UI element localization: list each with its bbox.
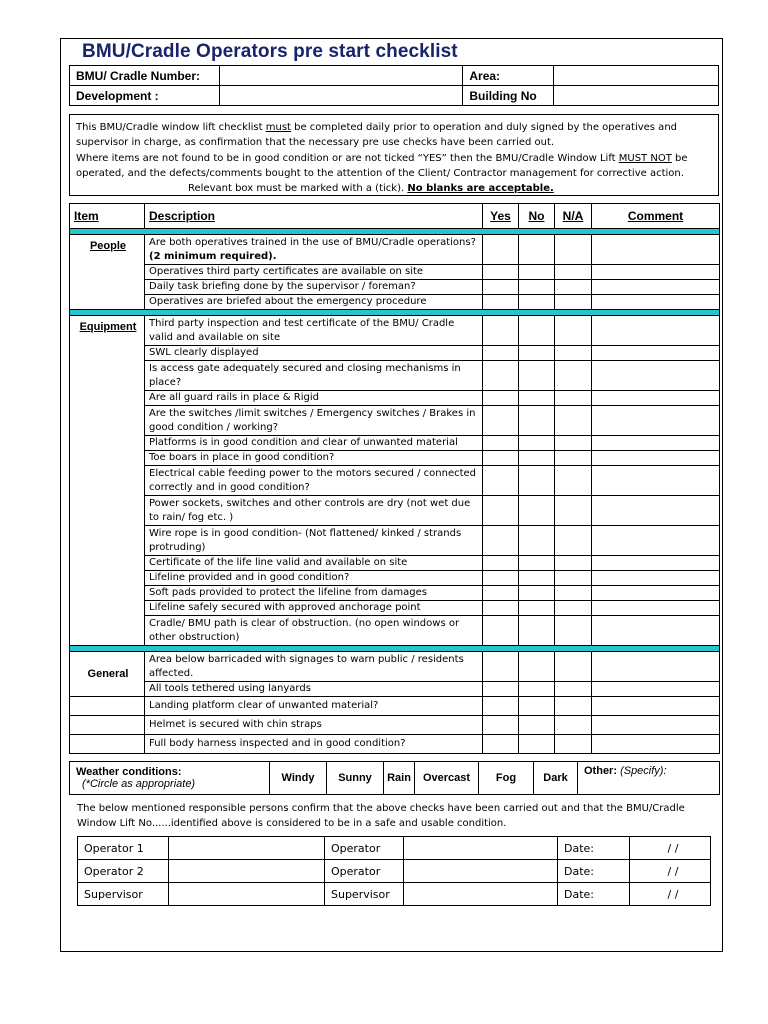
checklist-page — [60, 38, 723, 952]
comment-cell[interactable] — [592, 235, 720, 265]
yes-cell[interactable] — [483, 235, 519, 265]
development-label: Development : — [70, 86, 220, 106]
signoff-date-field[interactable]: / / — [630, 837, 711, 860]
signoff-signature-field[interactable] — [169, 860, 325, 883]
yes-cell[interactable] — [483, 601, 519, 616]
building-field[interactable] — [554, 86, 719, 106]
intro-emphasis: No blanks are acceptable. — [407, 183, 554, 194]
item-description: Is access gate adequately secured and closing mechanisms in place? — [145, 361, 483, 391]
no-cell[interactable] — [519, 235, 555, 265]
yes-cell[interactable] — [483, 466, 519, 496]
col-description: Description — [145, 204, 483, 229]
intro-text: be completed daily prior to operation and duly signed by the operatives and supervisor in charge, as confirmation that the necessary pre use checks have been carried out. — [76, 122, 677, 148]
table-row — [70, 265, 720, 280]
item-description: Helmet is secured with chin straps — [145, 716, 483, 735]
na-cell[interactable] — [555, 451, 592, 466]
col-yes: Yes — [483, 204, 519, 229]
signoff-role: Operator 2 — [78, 860, 169, 883]
section-label-people: People — [70, 235, 145, 310]
col-item: Item — [70, 204, 145, 229]
no-cell[interactable] — [519, 346, 555, 361]
header-table — [69, 65, 719, 106]
table-row — [70, 652, 720, 682]
signoff-name-field[interactable] — [404, 860, 558, 883]
item-description: Area below barricaded with signages to warn public / residents affected. — [145, 652, 483, 682]
table-row — [70, 526, 720, 556]
weather-option-rain[interactable]: Rain — [384, 762, 415, 795]
yes-cell[interactable] — [483, 496, 519, 526]
table-row — [70, 361, 720, 391]
weather-other-hint: (Specify): — [620, 765, 667, 777]
table-row — [70, 556, 720, 571]
yes-cell[interactable] — [483, 265, 519, 280]
building-label: Building No — [463, 86, 554, 106]
weather-option-sunny[interactable]: Sunny — [327, 762, 384, 795]
no-cell[interactable] — [519, 735, 555, 754]
checklist-table — [69, 203, 720, 754]
item-description: Soft pads provided to protect the lifeline from damages — [145, 586, 483, 601]
item-description: Lifeline safely secured with approved anchorage point — [145, 601, 483, 616]
no-cell[interactable] — [519, 556, 555, 571]
comment-cell[interactable] — [592, 316, 720, 346]
item-description: Electrical cable feeding power to the motors secured / connected correctly and in good condition? — [145, 466, 483, 496]
no-cell[interactable] — [519, 451, 555, 466]
item-description: Power sockets, switches and other controls are dry (not wet due to rain/ fog etc. ) — [145, 496, 483, 526]
comment-cell[interactable] — [592, 346, 720, 361]
na-cell[interactable] — [555, 716, 592, 735]
na-cell[interactable] — [555, 316, 592, 346]
na-cell[interactable] — [555, 436, 592, 451]
na-cell[interactable] — [555, 406, 592, 436]
na-cell[interactable] — [555, 556, 592, 571]
comment-cell[interactable] — [592, 586, 720, 601]
na-cell[interactable] — [555, 601, 592, 616]
comment-cell[interactable] — [592, 406, 720, 436]
table-row — [70, 406, 720, 436]
na-cell[interactable] — [555, 280, 592, 295]
instructions-paragraph-1 — [76, 120, 712, 150]
comment-cell[interactable] — [592, 466, 720, 496]
item-description: Are all guard rails in place & Rigid — [145, 391, 483, 406]
na-cell[interactable] — [555, 361, 592, 391]
intro-text: be operated, and the defects/comments bought to the attention of the Client/ Contractor management for corrective action. — [76, 153, 688, 179]
table-row — [70, 586, 720, 601]
yes-cell[interactable] — [483, 280, 519, 295]
no-cell[interactable] — [519, 697, 555, 716]
table-row — [70, 697, 720, 716]
no-cell[interactable] — [519, 526, 555, 556]
yes-cell[interactable] — [483, 652, 519, 682]
yes-cell[interactable] — [483, 586, 519, 601]
area-field[interactable] — [554, 66, 719, 86]
no-cell[interactable] — [519, 496, 555, 526]
table-row — [70, 391, 720, 406]
yes-cell[interactable] — [483, 616, 519, 646]
item-description: Platforms is in good condition and clear of unwanted material — [145, 436, 483, 451]
item-description: SWL clearly displayed — [145, 346, 483, 361]
no-cell[interactable] — [519, 406, 555, 436]
no-cell[interactable] — [519, 466, 555, 496]
weather-option-overcast[interactable]: Overcast — [415, 762, 479, 795]
weather-option-windy[interactable]: Windy — [270, 762, 327, 795]
comment-cell[interactable] — [592, 682, 720, 697]
na-cell[interactable] — [555, 466, 592, 496]
item-description: Certificate of the life line valid and available on site — [145, 556, 483, 571]
item-spacer — [70, 716, 145, 735]
item-description: Operatives third party certificates are available on site — [145, 265, 483, 280]
yes-cell[interactable] — [483, 406, 519, 436]
yes-cell[interactable] — [483, 346, 519, 361]
yes-cell[interactable] — [483, 526, 519, 556]
yes-cell[interactable] — [483, 295, 519, 310]
na-cell[interactable] — [555, 571, 592, 586]
signoff-role: Operator 1 — [78, 837, 169, 860]
weather-other-label: Other: — [584, 765, 617, 777]
weather-table — [69, 761, 720, 795]
area-label: Area: — [463, 66, 554, 86]
no-cell[interactable] — [519, 280, 555, 295]
weather-label: Weather conditions: — [76, 766, 182, 778]
signoff-date-label: Date: — [558, 883, 630, 906]
intro-text: Relevant box must be marked with a (tick). — [188, 183, 408, 194]
col-na: N/A — [555, 204, 592, 229]
comment-cell[interactable] — [592, 280, 720, 295]
item-description: Are the switches /limit switches / Emergency switches / Brakes in good condition / working? — [145, 406, 483, 436]
comment-cell[interactable] — [592, 735, 720, 754]
item-description: Operatives are briefed about the emergency procedure — [145, 295, 483, 310]
item-description: Landing platform clear of unwanted material? — [145, 697, 483, 716]
comment-cell[interactable] — [592, 496, 720, 526]
no-cell[interactable] — [519, 586, 555, 601]
bmu-number-field[interactable] — [219, 66, 463, 86]
section-label-equipment: Equipment — [70, 316, 145, 646]
table-row — [70, 280, 720, 295]
na-cell[interactable] — [555, 735, 592, 754]
signoff-date-field[interactable]: / / — [630, 860, 711, 883]
no-cell[interactable] — [519, 391, 555, 406]
signoff-mid-label: Supervisor — [325, 883, 404, 906]
signoff-date-label: Date: — [558, 860, 630, 883]
na-cell[interactable] — [555, 265, 592, 280]
col-comment: Comment — [592, 204, 720, 229]
no-cell[interactable] — [519, 436, 555, 451]
yes-cell[interactable] — [483, 697, 519, 716]
comment-cell[interactable] — [592, 697, 720, 716]
na-cell[interactable] — [555, 346, 592, 361]
instructions-paragraph-2 — [76, 151, 712, 196]
signoff-date-field[interactable]: / / — [630, 883, 711, 906]
item-spacer — [70, 735, 145, 754]
weather-option-dark[interactable]: Dark — [534, 762, 578, 795]
signoff-date-label: Date: — [558, 837, 630, 860]
table-row — [70, 466, 720, 496]
no-cell[interactable] — [519, 316, 555, 346]
item-description: Third party inspection and test certificate of the BMU/ Cradle valid and available on site — [145, 316, 483, 346]
table-row — [70, 571, 720, 586]
table-row — [70, 451, 720, 466]
signoff-name-field[interactable] — [404, 883, 558, 906]
signoff-signature-field[interactable] — [169, 883, 325, 906]
yes-cell[interactable] — [483, 571, 519, 586]
item-text: Are both operatives trained in the use of BMU/Cradle operations? — [149, 236, 476, 248]
item-description: Wire rope is in good condition- (Not flattened/ kinked / strands protruding) — [145, 526, 483, 556]
comment-cell[interactable] — [592, 526, 720, 556]
no-cell[interactable] — [519, 571, 555, 586]
yes-cell[interactable] — [483, 735, 519, 754]
weather-option-fog[interactable]: Fog — [479, 762, 534, 795]
no-cell[interactable] — [519, 652, 555, 682]
no-cell[interactable] — [519, 601, 555, 616]
comment-cell[interactable] — [592, 716, 720, 735]
item-description — [145, 235, 483, 265]
table-row — [70, 316, 720, 346]
no-cell[interactable] — [519, 716, 555, 735]
table-row — [70, 235, 720, 265]
table-row — [70, 601, 720, 616]
signoff-name-field[interactable] — [404, 837, 558, 860]
na-cell[interactable] — [555, 295, 592, 310]
weather-other-field[interactable] — [578, 762, 720, 795]
na-cell[interactable] — [555, 697, 592, 716]
yes-cell[interactable] — [483, 436, 519, 451]
item-spacer — [70, 697, 145, 716]
table-row — [70, 346, 720, 361]
table-row — [70, 735, 720, 754]
comment-cell[interactable] — [592, 391, 720, 406]
comment-cell[interactable] — [592, 652, 720, 682]
table-row — [70, 682, 720, 697]
item-description: Daily task briefing done by the supervisor / foreman? — [145, 280, 483, 295]
yes-cell[interactable] — [483, 682, 519, 697]
yes-cell[interactable] — [483, 451, 519, 466]
item-emphasis: (2 minimum required). — [149, 250, 277, 262]
intro-text: This BMU/Cradle window lift checklist — [76, 122, 266, 133]
intro-emphasis: must — [265, 122, 291, 133]
item-description: Full body harness inspected and in good condition? — [145, 735, 483, 754]
weather-instruction: (*Circle as appropriate) — [82, 778, 196, 790]
na-cell[interactable] — [555, 526, 592, 556]
comment-cell[interactable] — [592, 436, 720, 451]
no-cell[interactable] — [519, 361, 555, 391]
comment-cell[interactable] — [592, 556, 720, 571]
na-cell[interactable] — [555, 235, 592, 265]
yes-cell[interactable] — [483, 391, 519, 406]
signoff-mid-label: Operator — [325, 837, 404, 860]
na-cell[interactable] — [555, 586, 592, 601]
col-no: No — [519, 204, 555, 229]
yes-cell[interactable] — [483, 361, 519, 391]
development-field[interactable] — [219, 86, 463, 106]
comment-cell[interactable] — [592, 361, 720, 391]
intro-text: Where items are not found to be in good condition or are not ticked “YES” then the BMU/Cradle Window Lift — [76, 153, 619, 164]
item-description: Lifeline provided and in good condition? — [145, 571, 483, 586]
yes-cell[interactable] — [483, 556, 519, 571]
na-cell[interactable] — [555, 652, 592, 682]
instructions-box — [69, 114, 719, 196]
table-row — [70, 496, 720, 526]
item-description: All tools tethered using lanyards — [145, 682, 483, 697]
na-cell[interactable] — [555, 682, 592, 697]
comment-cell[interactable] — [592, 451, 720, 466]
item-description: Toe boars in place in good condition? — [145, 451, 483, 466]
section-label-general: General — [70, 652, 145, 697]
table-row — [70, 295, 720, 310]
na-cell[interactable] — [555, 391, 592, 406]
page-title: BMU/Cradle Operators pre start checklist — [82, 41, 458, 62]
no-cell[interactable] — [519, 265, 555, 280]
table-row — [70, 716, 720, 735]
confirmation-statement: The below mentioned responsible persons confirm that the above checks have been carried out and that the BMU/Cradle Window Lift No......identified above is considered to be in a safe and usable condition. — [77, 803, 685, 829]
yes-cell[interactable] — [483, 316, 519, 346]
na-cell[interactable] — [555, 496, 592, 526]
comment-cell[interactable] — [592, 295, 720, 310]
no-cell[interactable] — [519, 616, 555, 646]
yes-cell[interactable] — [483, 716, 519, 735]
item-description: Cradle/ BMU path is clear of obstruction. (no open windows or other obstruction) — [145, 616, 483, 646]
signoff-role: Supervisor — [78, 883, 169, 906]
no-cell[interactable] — [519, 682, 555, 697]
signoff-table — [77, 836, 711, 906]
signoff-mid-label: Operator — [325, 860, 404, 883]
comment-cell[interactable] — [592, 601, 720, 616]
weather-label-cell — [70, 762, 270, 795]
na-cell[interactable] — [555, 616, 592, 646]
table-row — [70, 436, 720, 451]
signoff-signature-field[interactable] — [169, 837, 325, 860]
bmu-number-label: BMU/ Cradle Number: — [70, 66, 220, 86]
table-row — [70, 616, 720, 646]
no-cell[interactable] — [519, 295, 555, 310]
comment-cell[interactable] — [592, 265, 720, 280]
intro-emphasis: MUST NOT — [618, 153, 672, 164]
comment-cell[interactable] — [592, 571, 720, 586]
comment-cell[interactable] — [592, 616, 720, 646]
